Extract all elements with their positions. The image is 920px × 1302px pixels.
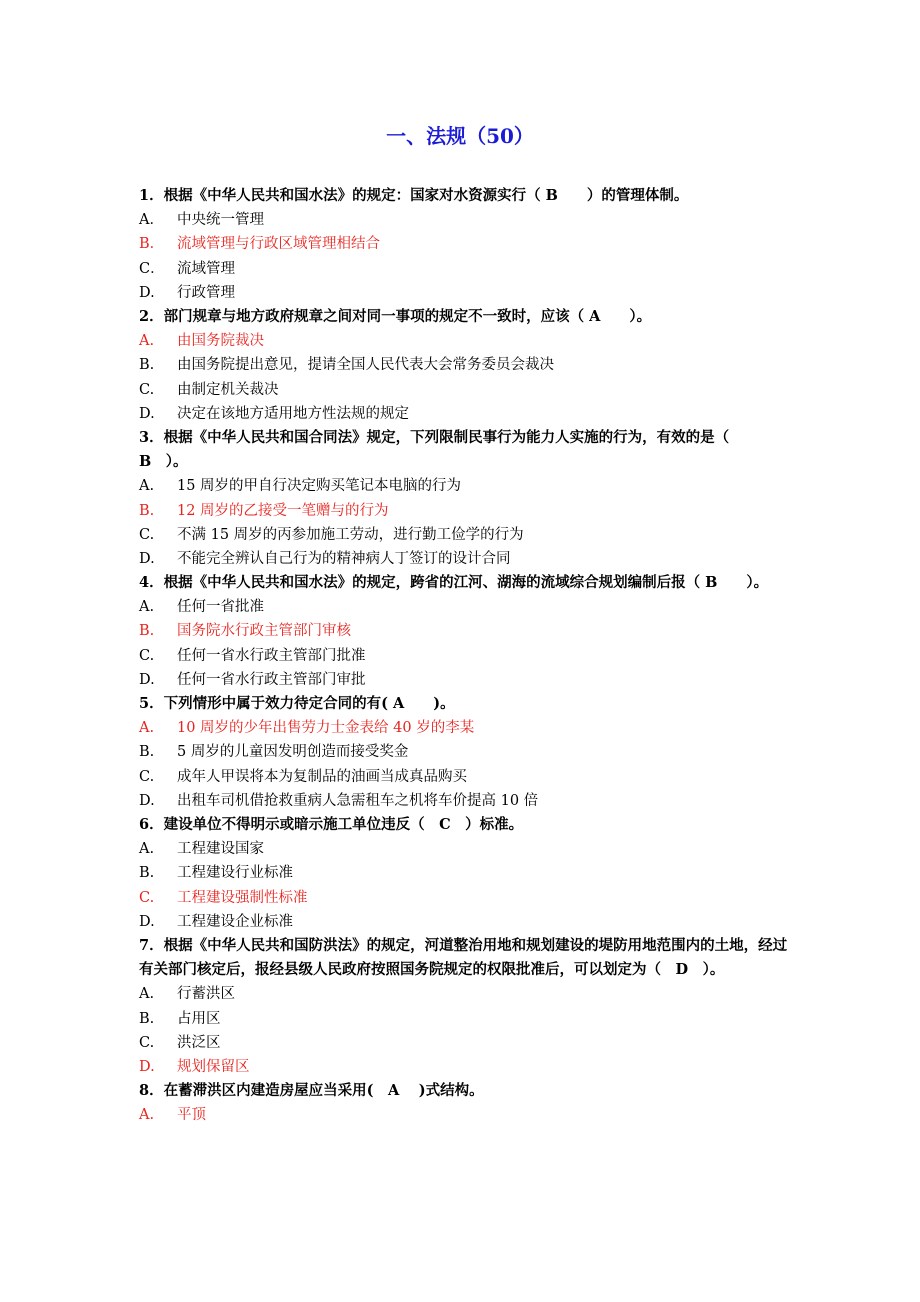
correct-option (139, 232, 789, 256)
option-text: 由制定机关裁决 (177, 381, 279, 398)
question-text-end: ）。 (688, 961, 725, 979)
question-text-end: )式结构。 (399, 1082, 484, 1100)
answer-option (139, 595, 789, 619)
question-answer: A (589, 307, 601, 325)
question-text: 根据《中华人民共和国防洪法》的规定，河道整治用地和规划建设的堤防用地范围内的土地，经过有关部门核定后，报经县级人民政府按照国务院规定的权限批准后，可以划定为（ (139, 936, 788, 979)
question-number: 4． (139, 574, 164, 592)
option-text: 不能完全辨认自己行为的精神病人丁签订的设计合同 (177, 550, 511, 567)
answer-option (139, 378, 789, 402)
question-number: 1． (139, 187, 164, 204)
question-number: 8． (139, 1082, 164, 1100)
option-letter: C. (139, 526, 155, 543)
question-answer: D (675, 961, 689, 979)
answer-option (139, 208, 789, 232)
answer-option (139, 1007, 789, 1031)
option-text: 任何一省水行政主管部门批准 (177, 647, 366, 664)
question-stem (139, 305, 789, 329)
option-letter: A. (139, 986, 155, 1003)
option-letter: D. (139, 913, 155, 930)
option-letter: A. (139, 333, 155, 350)
question-stem (139, 426, 789, 474)
question-answer: B (139, 453, 152, 471)
page-title: 一、法规（50） (386, 124, 534, 148)
question-answer: C (439, 815, 451, 833)
option-text: 流域管理与行政区域管理相结合 (177, 236, 380, 253)
option-letter: C. (139, 768, 155, 785)
option-text: 平顶 (177, 1107, 206, 1124)
option-text: 决定在该地方适用地方性法规的规定 (177, 405, 409, 422)
option-text: 规划保留区 (177, 1058, 250, 1075)
answer-option (139, 668, 789, 692)
option-letter: A. (139, 841, 155, 858)
question-text-end: ）标准。 (450, 815, 524, 833)
question-stem (139, 813, 789, 837)
option-letter: A. (139, 599, 155, 616)
correct-option (139, 716, 789, 740)
question-text-end: ）。 (717, 574, 769, 592)
option-text: 工程建设国家 (177, 841, 264, 858)
option-letter: A. (139, 1107, 155, 1124)
option-letter: D. (139, 792, 155, 809)
option-text: 流域管理 (177, 260, 235, 277)
option-letter: D. (139, 284, 155, 301)
question-answer: B (545, 187, 558, 204)
correct-option (139, 499, 789, 523)
option-text: 12 周岁的乙接受一笔赠与的行为 (177, 502, 389, 519)
option-text: 出租车司机借抢救重病人急需租车之机将车价提高 10 倍 (177, 792, 539, 809)
answer-option (139, 281, 789, 305)
answer-option (139, 644, 789, 668)
question-stem (139, 184, 789, 208)
option-letter: C. (139, 647, 155, 664)
question-number: 2． (139, 307, 164, 325)
option-text: 洪泛区 (177, 1034, 221, 1051)
question-stem (139, 1079, 789, 1103)
option-text: 5 周岁的儿童因发明创造而接受奖金 (177, 744, 409, 761)
option-letter: D. (139, 1058, 155, 1075)
answer-option (139, 1031, 789, 1055)
answer-option (139, 837, 789, 861)
option-letter: C. (139, 381, 155, 398)
answer-option (139, 982, 789, 1006)
answer-option (139, 861, 789, 885)
question-text: 在蓄滞洪区内建造房屋应当采用( (163, 1082, 388, 1100)
option-letter: A. (139, 478, 155, 495)
option-text: 国务院水行政主管部门审核 (177, 623, 351, 640)
option-letter: A. (139, 720, 155, 737)
option-text: 成年人甲误将本为复制品的油画当成真品购买 (177, 768, 467, 785)
option-text: 任何一省批准 (177, 599, 264, 616)
answer-option (139, 740, 789, 764)
option-letter: C． (139, 260, 165, 277)
option-text: 10 周岁的少年出售劳力士金表给 40 岁的李某 (177, 720, 475, 737)
question-text: 根据《中华人民共和国水法》的规定：国家对水资源实行（ (163, 187, 546, 204)
option-letter: C. (139, 1034, 155, 1051)
answer-option (139, 910, 789, 934)
option-letter: B． (139, 236, 165, 253)
option-text: 中央统一管理 (177, 212, 264, 229)
question-text-end: ）。 (600, 307, 652, 325)
option-letter: A． (139, 212, 164, 229)
answer-option (139, 402, 789, 426)
question-number: 3． (139, 428, 164, 446)
question-number: 7． (139, 936, 164, 954)
question-number: 6． (139, 815, 164, 833)
correct-option (139, 886, 789, 910)
option-letter: D. (139, 671, 155, 688)
option-text: 行政管理 (177, 284, 235, 301)
option-text: 工程建设行业标准 (177, 865, 293, 882)
question-stem (139, 934, 789, 982)
answer-option (139, 257, 789, 281)
option-text: 占用区 (177, 1010, 221, 1027)
option-letter: B. (139, 623, 155, 640)
option-letter: B. (139, 1010, 155, 1027)
question-text-end: ）。 (151, 453, 188, 471)
question-list (139, 184, 789, 1127)
question-stem (139, 692, 789, 716)
option-letter: B. (139, 744, 155, 761)
question-answer: A (387, 1082, 400, 1100)
option-letter: C. (139, 889, 155, 906)
question-text: 部门规章与地方政府规章之间对同一事项的规定不一致时，应该（ (163, 307, 590, 325)
answer-option (139, 547, 789, 571)
option-text: 任何一省水行政主管部门审批 (177, 671, 366, 688)
question-answer: A (393, 695, 405, 713)
option-letter: B. (139, 865, 155, 882)
option-text: 由国务院裁决 (177, 333, 264, 350)
question-text: 根据《中华人民共和国水法》的规定，跨省的江河、湖海的流域综合规划编制后报（ (163, 574, 706, 592)
correct-option (139, 1103, 789, 1127)
option-text: 15 周岁的甲自行决定购买笔记本电脑的行为 (177, 478, 462, 495)
answer-option (139, 789, 789, 813)
option-text: 行蓄洪区 (177, 986, 235, 1003)
question-stem (139, 571, 789, 595)
option-text: 由国务院提出意见，提请全国人民代表大会常务委员会裁决 (177, 357, 554, 374)
answer-option (139, 765, 789, 789)
question-number: 5． (139, 695, 164, 713)
question-text: 建设单位不得明示或暗示施工单位违反（ (163, 815, 440, 833)
correct-option (139, 1055, 789, 1079)
option-text: 工程建设企业标准 (177, 913, 293, 930)
answer-option (139, 474, 789, 498)
option-text: 不满 15 周岁的丙参加施工劳动，进行勤工俭学的行为 (177, 526, 524, 543)
option-letter: B. (139, 357, 155, 374)
question-text: 下列情形中属于效力待定合同的有( (163, 695, 394, 713)
answer-option (139, 523, 789, 547)
question-text-end: ）的管理体制。 (557, 187, 689, 204)
option-letter: B. (139, 502, 155, 519)
option-letter: D. (139, 550, 155, 567)
correct-option (139, 619, 789, 643)
question-answer: B (705, 574, 718, 592)
correct-option (139, 329, 789, 353)
option-letter: D. (139, 405, 155, 422)
question-text: 根据《中华人民共和国合同法》规定，下列限制民事行为能力人实施的行为，有效的是（ (163, 428, 744, 446)
question-text-end: )。 (404, 695, 455, 713)
answer-option (139, 353, 789, 377)
option-text: 工程建设强制性标准 (177, 889, 308, 906)
